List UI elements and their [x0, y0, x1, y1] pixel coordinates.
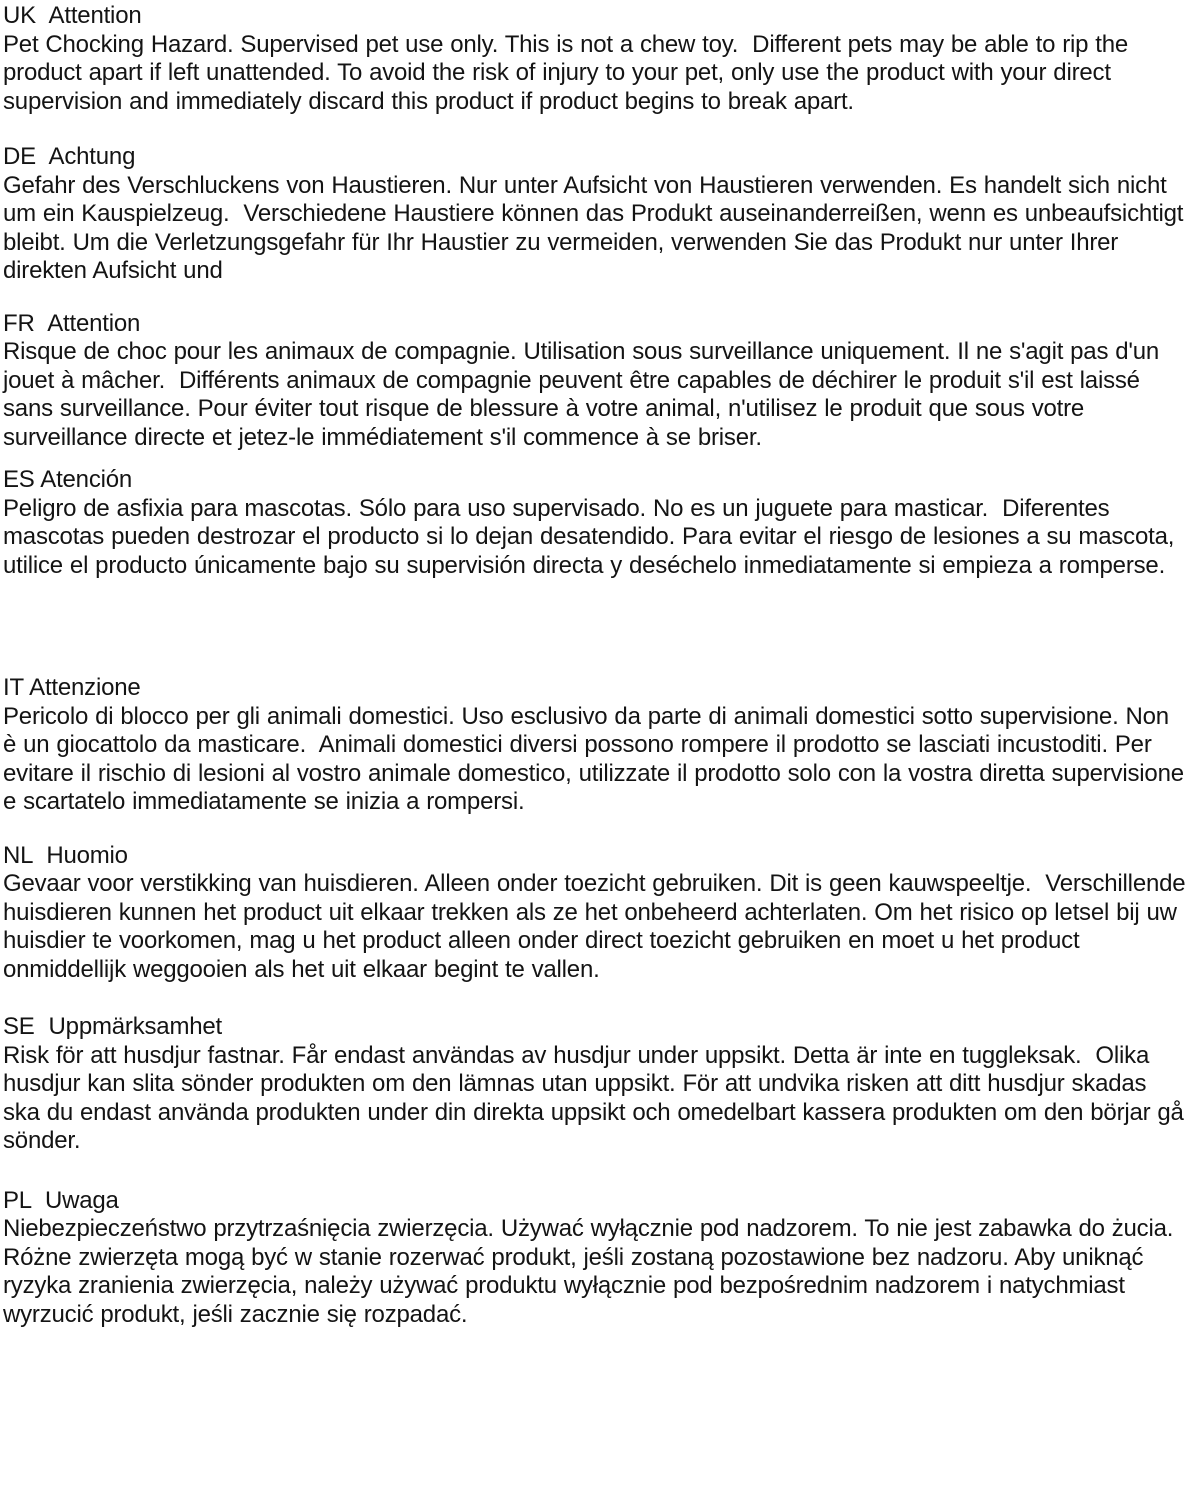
warning-section-it	[3, 674, 1189, 817]
warning-section-uk	[3, 2, 1189, 116]
section-heading-es: ES Atención	[3, 466, 133, 493]
section-body-se: Risk för att husdjur fastnar. Får endast användas av husdjur under uppsikt. Detta är inte en tuggleksak. Olika husdjur kan slita sönder produkten om den lämnas utan uppsikt. För att undvika risken att ditt husdjur skadas ska du endast använda produkten under din direkta uppsikt och omedelbart kassera produkten om den börjar gå sönder.	[3, 1041, 1191, 1154]
section-body-es: Peligro de asfixia para mascotas. Sólo para uso supervisado. No es un juguete para masticar. Diferentes mascotas pueden destrozar el producto si lo dejan desatendido. Para evitar el riesgo de lesiones a su mascota, utilice el producto únicamente bajo su supervisión directa y deséchelo inmediatamente si empieza a romperse.	[3, 494, 1182, 579]
section-body-it: Pericolo di blocco per gli animali domestici. Uso esclusivo da parte di animali domestici sotto supervisione. Non è un giocattolo da masticare. Animali domestici diversi possono rompere il prodotto se lasciati incustoditi. Per evitare il rischio di lesioni al vostro animale domestico, utilizzate il prodotto solo con la vostra diretta supervisione e scartatelo immediatamente se inizia a rompersi.	[3, 702, 1191, 815]
section-body-uk: Pet Chocking Hazard. Supervised pet use only. This is not a chew toy. Different pets may be able to rip the product apart if left unattended. To avoid the risk of injury to your pet, only use the product with your direct supervision and immediately discard this product if product begins to break apart.	[3, 30, 1136, 115]
section-heading-fr: FR Attention	[3, 309, 141, 337]
section-body-nl: Gevaar voor verstikking van huisdieren. Alleen onder toezicht gebruiken. Dit is geen kauwspeeltje. Verschillende huisdieren kunnen het product uit elkaar trekken als ze het onbeheerd achterlaten. Om het risico op letsel bij uw huisdier te voorkomen, mag u het product alleen onder direct toezicht gebruiken en moet u het product onmiddellijk weggooien als het uit elkaar begint te vallen.	[3, 870, 1193, 983]
section-heading-it: IT Attenzione	[3, 674, 141, 701]
section-heading-se: SE Uppmärksamhet	[3, 1013, 223, 1040]
warning-section-nl	[3, 841, 1193, 985]
warning-section-fr	[3, 310, 1189, 453]
section-heading-pl: PL Uwaga	[3, 1186, 119, 1214]
section-heading-uk: UK Attention	[3, 2, 142, 29]
warning-section-pl	[3, 1187, 1189, 1330]
warning-section-se	[3, 1013, 1189, 1156]
warning-section-de	[3, 143, 1189, 286]
section-body-pl: Niebezpieczeństwo przytrzaśnięcia zwierzęcia. Używać wyłącznie pod nadzorem. To nie jest zabawka do żucia. Różne zwierzęta mogą być w stanie rozerwać produkt, jeśli zostaną pozostawione bez nadzoru. Aby uniknąć ryzyka zranienia zwierzęcia, należy używać produktu wyłącznie pod bezpośrednim nadzorem i natychmiast wyrzucić produkt, jeśli zacznie się rozpadać.	[3, 1215, 1188, 1328]
section-body-fr: Risque de choc pour les animaux de compagnie. Utilisation sous surveillance uniquement. Il ne s'agit pas d'un jouet à mâcher. Différents animaux de compagnie peuvent être capables de déchirer le produit s'il est laissé sans surveillance. Pour éviter tout risque de blessure à votre animal, n'utilisez le produit que sous votre surveillance directe et jetez-le immédiatement s'il commence à se briser.	[3, 338, 1167, 451]
warning-section-es	[3, 466, 1189, 580]
section-body-de: Gefahr des Verschluckens von Haustieren. Nur unter Aufsicht von Haustieren verwenden. Es handelt sich nicht um ein Kauspielzeug. Verschiedene Haustiere können das Produkt auseinanderreißen, wenn es unbeaufsichtigt bleibt. Um die Verletzungsgefahr für Ihr Haustier zu vermeiden, verwenden Sie das Produkt nur unter Ihrer direkten Aufsicht und	[3, 171, 1191, 284]
section-heading-de: DE Achtung	[3, 143, 136, 170]
section-heading-nl: NL Huomio	[3, 841, 128, 869]
